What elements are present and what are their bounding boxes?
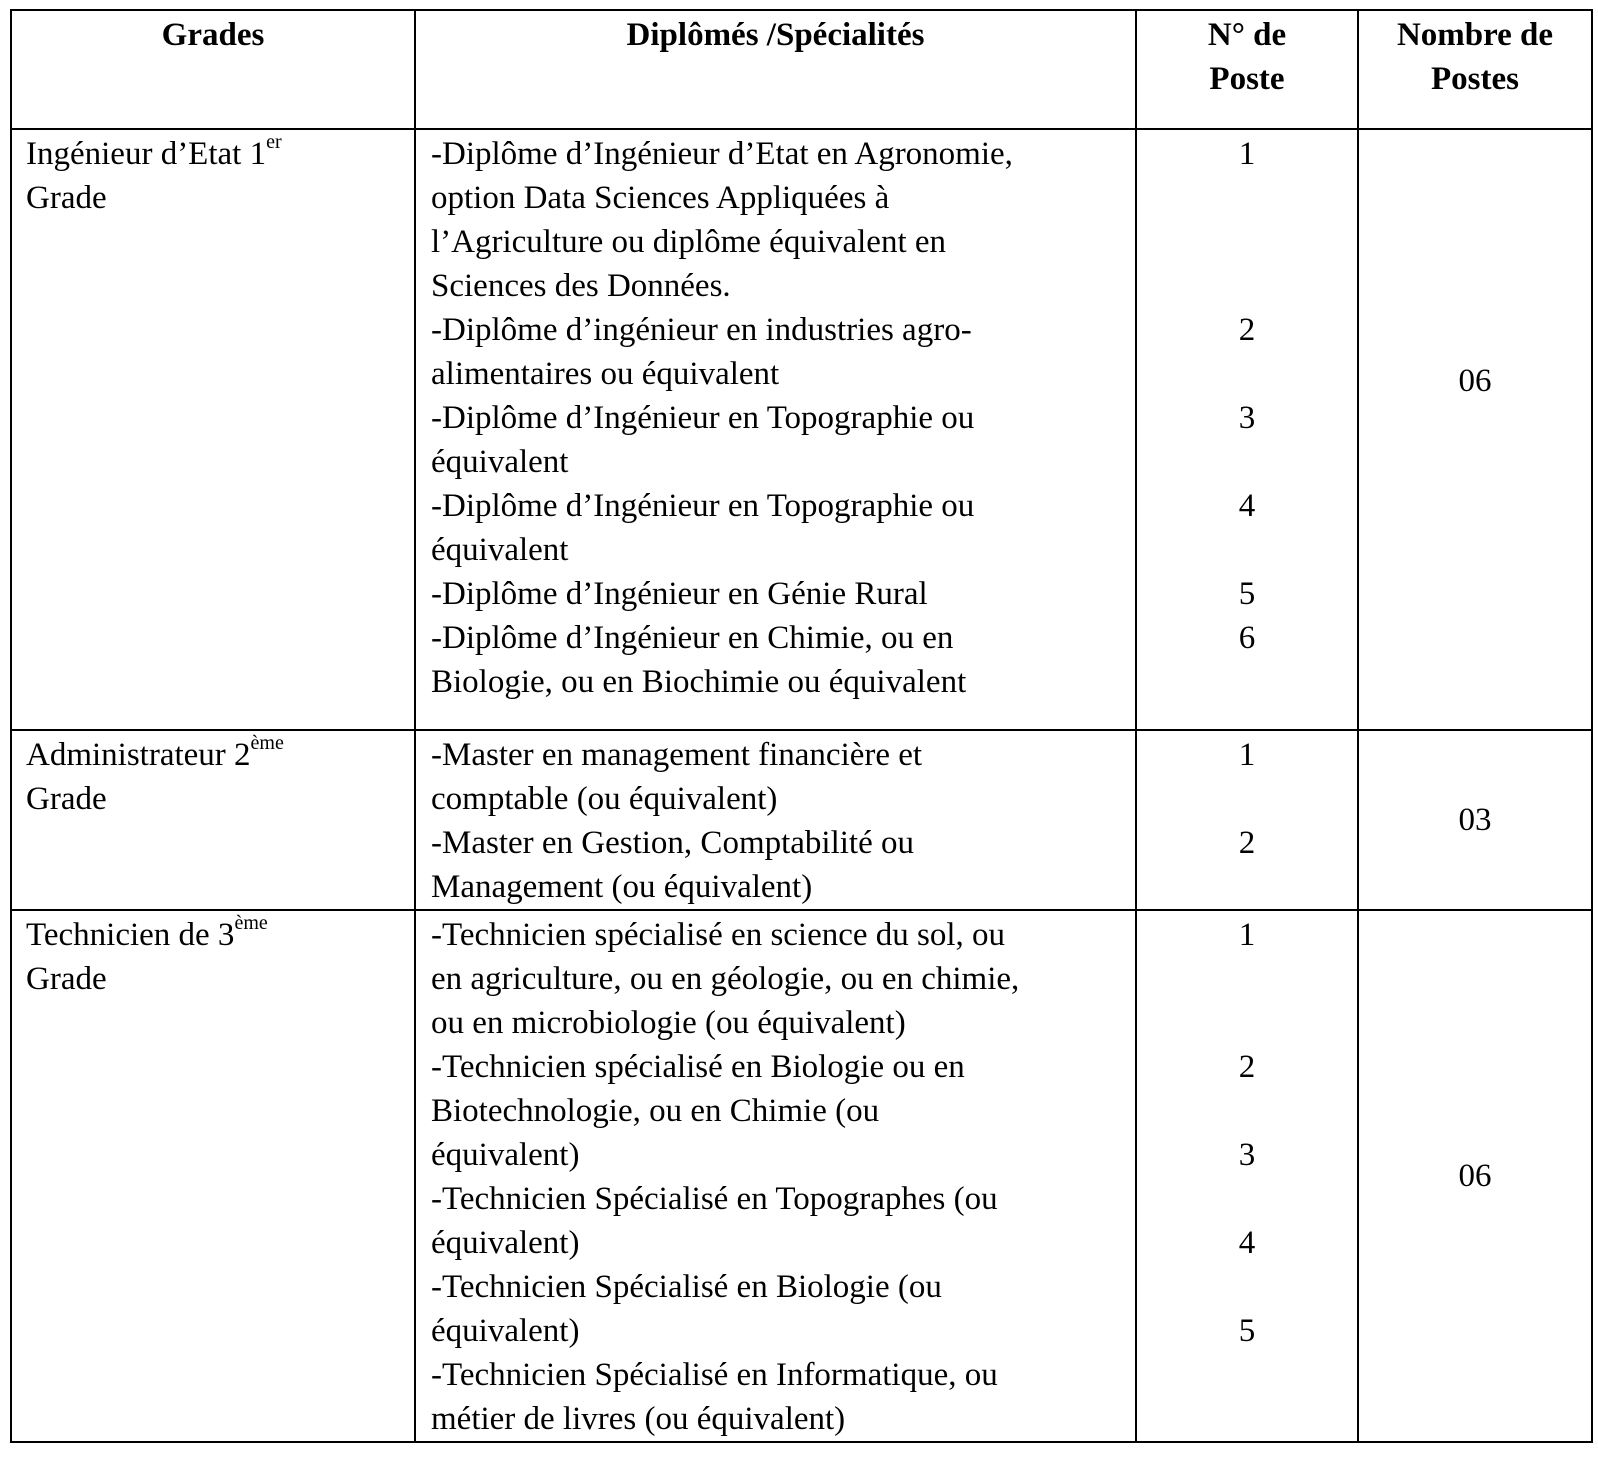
grade-cell	[11, 910, 415, 1442]
spec-line: -Diplôme d’Ingénieur d’Etat en Agronomie,	[431, 136, 1013, 172]
nombre-postes: 06	[1458, 362, 1492, 399]
spec-line: l’Agriculture ou diplôme équivalent en	[431, 224, 947, 260]
nombre-postes-cell	[1358, 129, 1592, 730]
num-poste: 4	[1238, 488, 1256, 524]
spec-line: équivalent)	[431, 1137, 580, 1173]
header-num-poste-line2: Poste	[1209, 61, 1285, 97]
header-num-poste	[1136, 10, 1358, 129]
header-nombre-line2: Postes	[1431, 61, 1519, 97]
nombre-postes-cell	[1358, 730, 1592, 910]
spec-line: Biotechnologie, ou en Chimie (ou	[431, 1093, 880, 1129]
spec-line: ou en microbiologie (ou équivalent)	[431, 1005, 906, 1041]
spec-line: -Technicien Spécialisé en Topographes (ou	[431, 1181, 998, 1217]
header-diplomes	[415, 10, 1136, 129]
spec-line: -Technicien Spécialisé en Informatique, ou	[431, 1357, 998, 1393]
spec-line: Management (ou équivalent)	[431, 869, 813, 905]
grade-tail: Grade	[26, 781, 107, 817]
spec-line: -Diplôme d’ingénieur en industries agro-	[431, 312, 972, 348]
num-poste: 1	[1238, 917, 1256, 953]
num-poste: 5	[1238, 1313, 1256, 1349]
spec-line: -Diplôme d’Ingénieur en Topographie ou	[431, 488, 975, 524]
grade-cell	[11, 730, 415, 910]
grade-label: Ingénieur d’Etat 1	[26, 136, 267, 172]
spec-line: métier de livres (ou équivalent)	[431, 1401, 846, 1437]
spec-line: -Diplôme d’Ingénieur en Génie Rural	[431, 576, 928, 612]
spec-line: équivalent	[431, 532, 569, 568]
nombre-postes: 06	[1458, 1158, 1492, 1194]
spec-line: équivalent)	[431, 1313, 580, 1349]
num-poste: 2	[1238, 825, 1256, 861]
specialites-cell	[415, 910, 1136, 1442]
table-row-technicien	[11, 910, 1592, 1442]
num-poste: 3	[1238, 400, 1256, 436]
header-nombre-postes	[1358, 10, 1592, 129]
num-poste: 1	[1238, 737, 1256, 773]
header-row	[11, 10, 1592, 129]
spec-line: Sciences des Données.	[431, 268, 731, 304]
spec-line: -Diplôme d’Ingénieur en Topographie ou	[431, 400, 975, 436]
header-grades	[11, 10, 415, 129]
header-grades-label: Grades	[161, 17, 265, 53]
header-nombre-line1: Nombre de	[1396, 17, 1554, 53]
spec-line: équivalent	[431, 444, 569, 480]
num-poste: 6	[1238, 620, 1256, 656]
grade-tail: Grade	[26, 961, 107, 997]
spec-line: comptable (ou équivalent)	[431, 781, 778, 817]
spec-line: alimentaires ou équivalent	[431, 356, 780, 392]
grade-superscript: ème	[234, 912, 268, 934]
grade-superscript: ème	[250, 732, 284, 754]
spec-line: -Technicien spécialisé en Biologie ou en	[431, 1049, 965, 1085]
num-poste: 3	[1238, 1137, 1256, 1173]
num-poste: 2	[1238, 312, 1256, 348]
spec-line: option Data Sciences Appliquées à	[431, 180, 890, 216]
table-row-administrateur	[11, 730, 1592, 910]
grade-label: Technicien de 3	[26, 917, 235, 953]
spec-line: -Master en management financière et	[431, 737, 923, 773]
spec-line: en agriculture, ou en géologie, ou en chimie,	[431, 961, 1020, 997]
spec-line: équivalent)	[431, 1225, 580, 1261]
num-poste-cell	[1136, 730, 1358, 910]
grade-cell	[11, 129, 415, 730]
spec-line: -Technicien Spécialisé en Biologie (ou	[431, 1269, 942, 1305]
spec-line: -Master en Gestion, Comptabilité ou	[431, 825, 914, 861]
num-poste: 1	[1238, 136, 1256, 172]
grade-superscript: er	[266, 131, 282, 153]
grade-label: Administrateur 2	[26, 737, 251, 773]
table-row-ingenieur	[11, 129, 1592, 730]
nombre-postes: 03	[1458, 802, 1492, 838]
specialites-cell	[415, 129, 1136, 730]
nombre-postes-cell	[1358, 910, 1592, 1442]
spec-line: -Technicien spécialisé en science du sol, ou	[431, 917, 1006, 953]
num-poste-cell	[1136, 910, 1358, 1442]
num-poste-cell	[1136, 129, 1358, 730]
grade-tail: Grade	[26, 180, 107, 216]
header-diplomes-label: Diplômés /Spécialités	[626, 17, 925, 53]
num-poste: 2	[1238, 1049, 1256, 1085]
num-poste: 5	[1238, 576, 1256, 612]
postes-table	[10, 9, 1593, 1443]
specialites-cell	[415, 730, 1136, 910]
num-poste: 4	[1238, 1225, 1256, 1261]
spec-line: Biologie, ou en Biochimie ou équivalent	[431, 664, 967, 700]
header-num-poste-line1: N° de	[1207, 17, 1287, 53]
spec-line: -Diplôme d’Ingénieur en Chimie, ou en	[431, 620, 954, 656]
